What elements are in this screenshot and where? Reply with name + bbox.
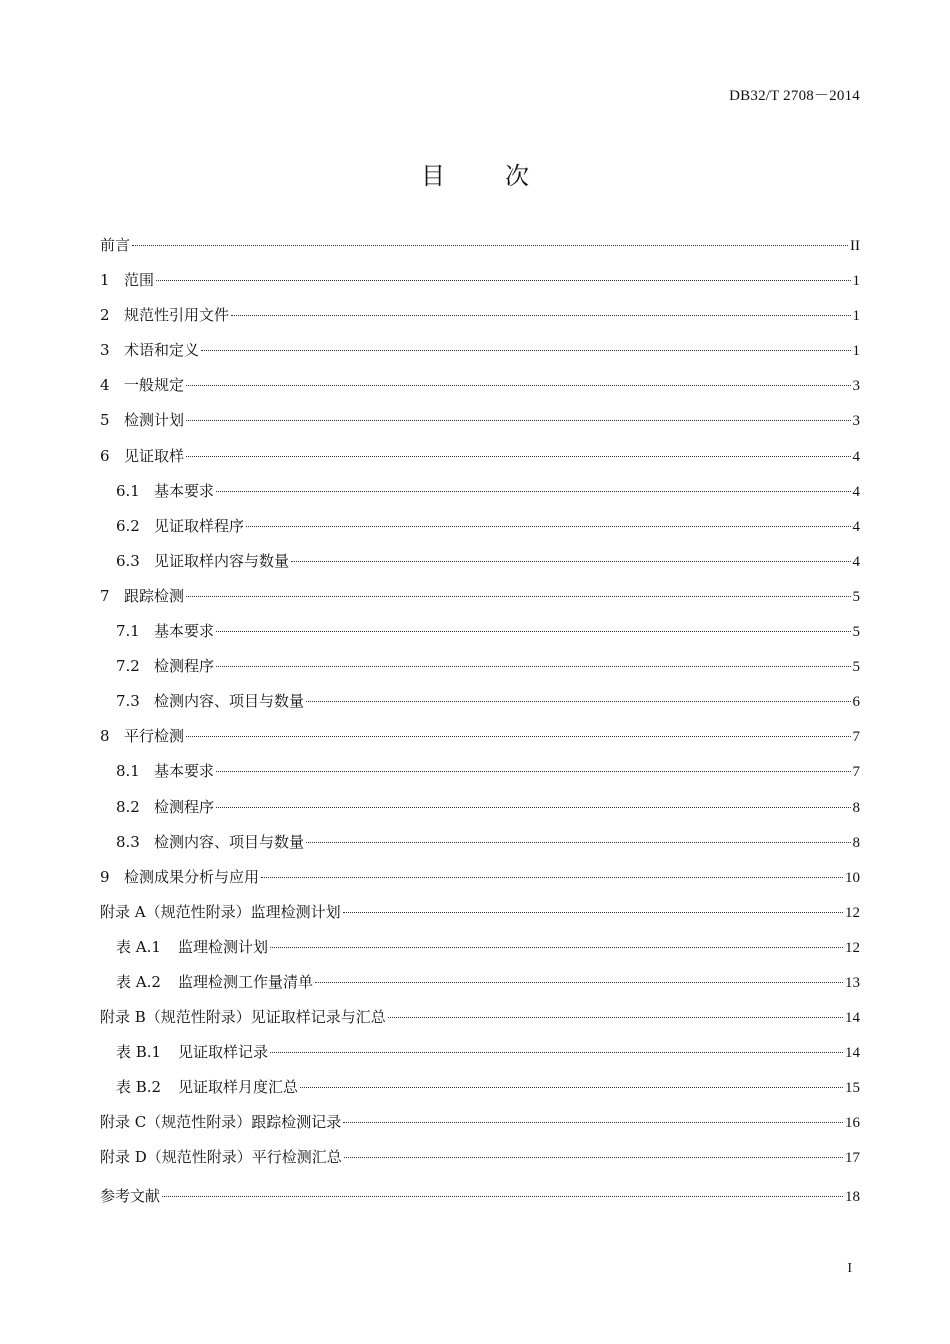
table-of-contents <box>100 231 860 1217</box>
toc-entry-label: 术语和定义 <box>124 341 200 360</box>
dot-leader <box>132 231 848 246</box>
dot-leader <box>186 442 850 457</box>
toc-entry-label: 监理检测工作量清单 <box>178 972 314 991</box>
toc-entry-label: 见证取样内容与数量 <box>154 551 290 570</box>
toc-entry-page: 1 <box>852 308 860 325</box>
dot-leader <box>343 1108 843 1123</box>
toc-entry[interactable] <box>100 652 860 687</box>
toc-entry-label: 附录 A（规范性附录）监理检测计划 <box>100 902 341 921</box>
toc-entry-label: 监理检测计划 <box>178 937 269 956</box>
toc-entry-label: 见证取样月度汇总 <box>178 1078 299 1097</box>
toc-entry-number: 5 <box>100 411 110 430</box>
toc-entry[interactable] <box>100 477 860 512</box>
toc-entry-page: 10 <box>845 869 860 886</box>
dot-leader <box>315 968 843 983</box>
toc-entry-page: 16 <box>845 1115 860 1132</box>
toc-entry-page: 6 <box>852 694 860 711</box>
toc-entry-page: 5 <box>852 624 860 641</box>
toc-entry-page: 5 <box>852 588 860 605</box>
toc-entry-page: 4 <box>852 483 860 500</box>
dot-leader <box>270 933 843 948</box>
toc-entry-label: 参考文献 <box>100 1186 161 1205</box>
toc-entry[interactable] <box>100 1108 860 1143</box>
toc-entry-label: 前言 <box>100 236 131 254</box>
toc-entry-label: 基本要求 <box>154 622 215 641</box>
toc-entry[interactable] <box>100 512 860 547</box>
dot-leader <box>216 652 850 667</box>
toc-entry[interactable] <box>100 828 860 863</box>
toc-entry-number: 6.2 <box>116 516 140 535</box>
dot-leader <box>291 547 850 562</box>
toc-entry-page: 1 <box>852 343 860 360</box>
dot-leader <box>216 617 850 632</box>
toc-entry[interactable] <box>100 442 860 477</box>
toc-entry[interactable] <box>100 863 860 898</box>
dot-leader <box>270 1038 843 1053</box>
toc-entry-page: 7 <box>852 764 860 781</box>
toc-entry-page: 4 <box>852 518 860 535</box>
toc-entry[interactable] <box>100 968 860 1003</box>
toc-entry-page: 13 <box>845 974 860 991</box>
toc-entry-label: 跟踪检测 <box>124 586 185 605</box>
dot-leader <box>186 582 850 597</box>
toc-entry-page: 4 <box>852 553 860 570</box>
dot-leader <box>246 512 850 527</box>
toc-entry-page: 14 <box>845 1045 860 1062</box>
dot-leader <box>186 722 850 737</box>
dot-leader <box>343 898 843 913</box>
toc-entry[interactable] <box>100 757 860 792</box>
dot-leader <box>156 266 850 281</box>
toc-entry-label: 见证取样记录 <box>178 1043 269 1062</box>
toc-entry[interactable] <box>100 1143 860 1178</box>
dot-leader <box>344 1143 843 1158</box>
toc-entry-label: 见证取样程序 <box>154 516 245 535</box>
toc-entry-page: 8 <box>852 799 860 816</box>
toc-entry-label: 检测内容、项目与数量 <box>154 692 305 711</box>
toc-entry-label: 检测成果分析与应用 <box>124 867 260 886</box>
toc-entry-number: 8.2 <box>116 797 140 816</box>
toc-entry[interactable] <box>100 231 860 266</box>
toc-entry-page: 8 <box>852 834 860 851</box>
toc-entry[interactable] <box>100 301 860 336</box>
toc-entry-page: 4 <box>852 448 860 465</box>
toc-entry-number: 7 <box>100 586 110 605</box>
toc-entry-number: 表 B.1 <box>116 1043 162 1062</box>
toc-entry-label: 一般规定 <box>124 376 185 395</box>
toc-entry-label: 基本要求 <box>154 481 215 500</box>
toc-entry[interactable] <box>100 1182 860 1217</box>
toc-entry[interactable] <box>100 722 860 757</box>
toc-entry-page: 14 <box>845 1010 860 1027</box>
toc-entry-number: 表 B.2 <box>116 1078 162 1097</box>
toc-entry[interactable] <box>100 1038 860 1073</box>
toc-entry[interactable] <box>100 898 860 933</box>
toc-entry-label: 附录 B（规范性附录）见证取样记录与汇总 <box>100 1008 386 1027</box>
toc-entry-number: 表 A.1 <box>116 937 161 956</box>
dot-leader <box>300 1073 843 1088</box>
toc-entry[interactable] <box>100 617 860 652</box>
toc-entry-number: 8.3 <box>116 832 140 851</box>
toc-entry-number: 4 <box>100 376 110 395</box>
dot-leader <box>186 406 850 421</box>
toc-entry-number: 3 <box>100 341 110 360</box>
dot-leader <box>388 1003 843 1018</box>
toc-entry[interactable] <box>100 1073 860 1108</box>
standard-code: DB32/T 2708－2014 <box>729 88 860 104</box>
toc-entry-label: 基本要求 <box>154 762 215 781</box>
toc-entry-page: 15 <box>845 1080 860 1097</box>
toc-entry-number: 6.3 <box>116 551 140 570</box>
toc-entry-page: 3 <box>852 378 860 395</box>
toc-entry-number: 1 <box>100 271 110 290</box>
dot-leader <box>306 828 850 843</box>
toc-entry[interactable] <box>100 1003 860 1038</box>
toc-entry[interactable] <box>100 687 860 722</box>
toc-entry-label: 附录 D（规范性附录）平行检测汇总 <box>100 1148 342 1167</box>
toc-entry-number: 表 A.2 <box>116 972 161 991</box>
toc-entry-number: 2 <box>100 306 110 325</box>
toc-entry-page: 7 <box>852 729 860 746</box>
toc-entry[interactable] <box>100 582 860 617</box>
toc-entry-page: 18 <box>845 1188 860 1205</box>
dot-leader <box>216 793 850 808</box>
page-number: I <box>847 1261 852 1276</box>
toc-entry-number: 7.3 <box>116 692 140 711</box>
page-title <box>0 156 950 191</box>
dot-leader <box>231 301 850 316</box>
toc-entry[interactable] <box>100 371 860 406</box>
toc-entry-number: 6 <box>100 446 110 465</box>
dot-leader <box>306 687 850 702</box>
dot-leader <box>162 1182 843 1197</box>
toc-entry-label: 规范性引用文件 <box>124 306 230 325</box>
toc-entry-number: 8 <box>100 727 110 746</box>
toc-entry[interactable] <box>100 933 860 968</box>
toc-entry-page: 12 <box>845 939 860 956</box>
toc-entry-label: 检测计划 <box>124 411 185 430</box>
toc-entry-number: 9 <box>100 867 110 886</box>
toc-entry-page: 3 <box>852 413 860 430</box>
toc-entry[interactable] <box>100 266 860 301</box>
toc-entry-page: 17 <box>845 1150 860 1167</box>
toc-entry-page: 1 <box>852 273 860 290</box>
toc-entry-page: 5 <box>852 659 860 676</box>
toc-entry-label: 检测内容、项目与数量 <box>154 832 305 851</box>
dot-leader <box>216 477 850 492</box>
toc-entry-page: 12 <box>845 904 860 921</box>
toc-entry-number: 8.1 <box>116 762 140 781</box>
toc-entry[interactable] <box>100 547 860 582</box>
toc-entry[interactable] <box>100 406 860 441</box>
toc-entry-number: 6.1 <box>116 481 140 500</box>
toc-entry-label: 附录 C（规范性附录）跟踪检测记录 <box>100 1113 342 1132</box>
dot-leader <box>216 757 850 772</box>
toc-entry[interactable] <box>100 336 860 371</box>
toc-entry-label: 见证取样 <box>124 446 185 465</box>
title-char-2: 次 <box>505 162 529 190</box>
toc-entry-number: 7.1 <box>116 622 140 641</box>
toc-entry-label: 平行检测 <box>124 727 185 746</box>
toc-entry-label: 范围 <box>124 271 155 290</box>
toc-entry-label: 检测程序 <box>154 657 215 676</box>
toc-entry-number: 7.2 <box>116 657 140 676</box>
dot-leader <box>261 863 843 878</box>
dot-leader <box>201 336 850 351</box>
dot-leader <box>186 371 850 386</box>
toc-entry-page: II <box>850 238 860 254</box>
title-char-1: 目 <box>421 162 445 190</box>
toc-entry-label: 检测程序 <box>154 797 215 816</box>
toc-entry[interactable] <box>100 793 860 828</box>
